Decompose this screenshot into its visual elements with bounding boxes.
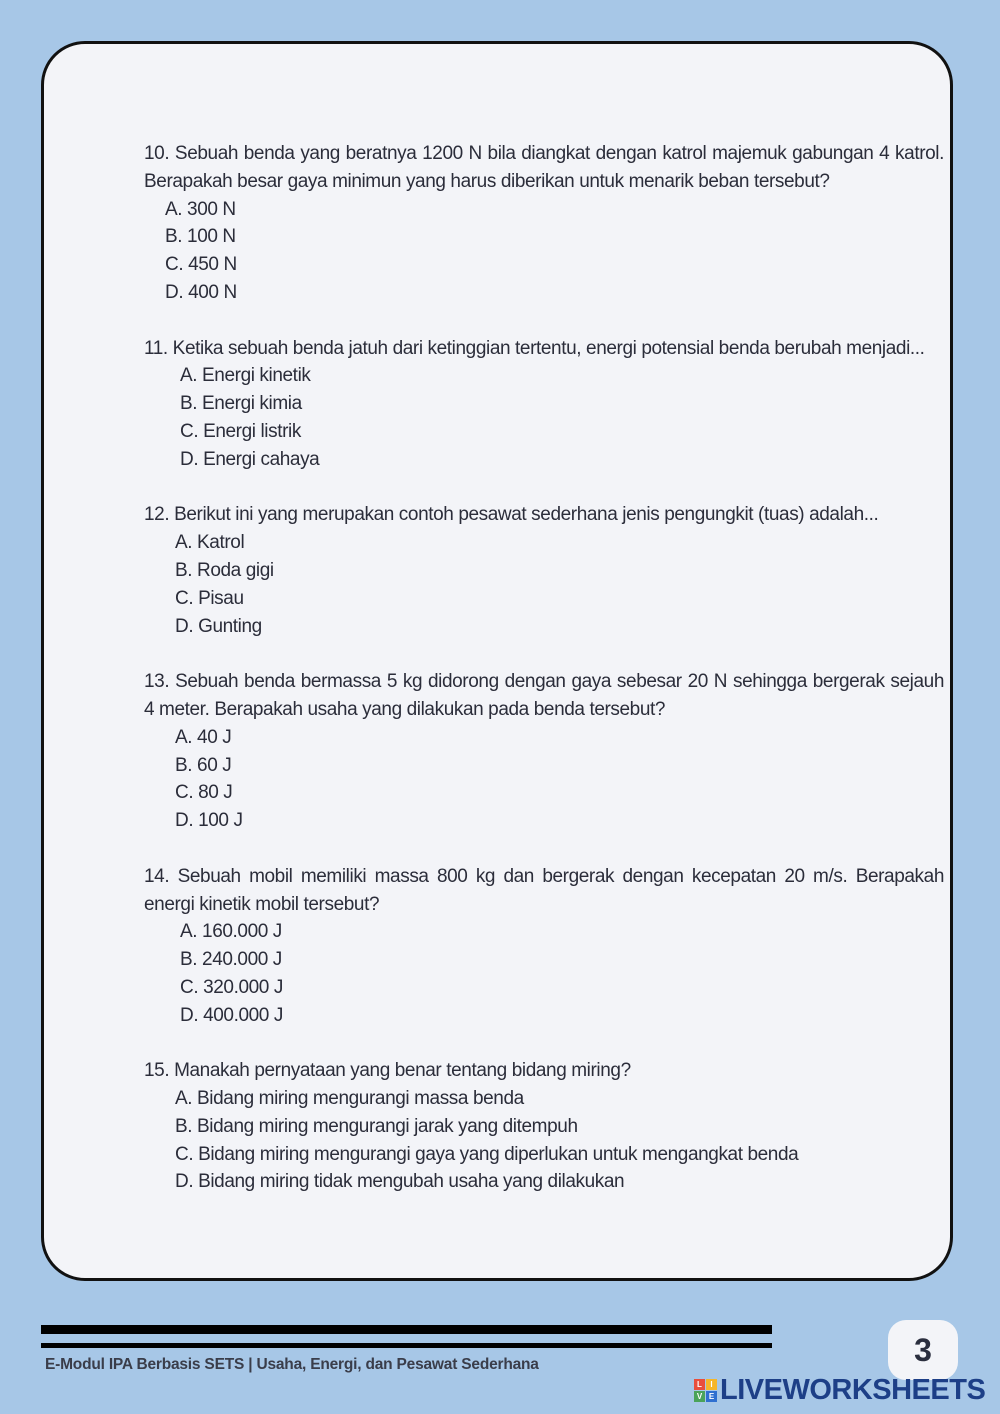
question-14 [144, 863, 944, 1030]
page-number: 3 [888, 1320, 958, 1380]
answer-option-a[interactable]: A. 300 N [165, 198, 236, 220]
answer-options [144, 918, 944, 1029]
answer-option-d[interactable]: D. Bidang miring tidak mengubah usaha yang dilakukan [175, 1171, 625, 1193]
question-12 [144, 501, 944, 640]
answer-option-c[interactable]: C. 320.000 J [180, 976, 283, 998]
answer-option-d[interactable]: D. 400 N [165, 281, 237, 303]
content-card [41, 41, 953, 1281]
question-11 [144, 335, 944, 474]
answer-option-b[interactable]: B. 240.000 J [180, 949, 282, 971]
question-text: 14. Sebuah mobil memiliki massa 800 kg dan bergerak dengan kecepatan 20 m/s. Berapakah energi kinetik mobil tersebut? [144, 865, 944, 915]
question-13 [144, 668, 944, 835]
answer-option-c[interactable]: C. Energi listrik [180, 420, 301, 442]
answer-option-a[interactable]: A. 160.000 J [180, 921, 282, 943]
answer-options [144, 362, 944, 473]
answer-option-c[interactable]: C. 80 J [175, 782, 233, 804]
answer-option-a[interactable]: A. 40 J [175, 726, 232, 748]
answer-options [144, 529, 944, 640]
footer-divider-thin [41, 1343, 772, 1348]
question-text: 13. Sebuah benda bermassa 5 kg didorong dengan gaya sebesar 20 N sehingga bergerak sejauh 4 meter. Berapakah usaha yang dilakukan pada benda tersebut? [144, 671, 944, 720]
answer-option-d[interactable]: D. Energi cahaya [180, 448, 320, 470]
question-text: 12. Berikut ini yang merupakan contoh pesawat sederhana jenis pengungkit (tuas) adalah... [144, 504, 879, 526]
answer-options [144, 724, 944, 835]
answer-option-c[interactable]: C. Bidang miring mengurangi gaya yang diperlukan untuk mengangkat benda [175, 1143, 799, 1165]
answer-options [144, 196, 944, 307]
liveworksheets-logo [694, 1374, 985, 1407]
answer-option-b[interactable]: B. Bidang miring mengurangi jarak yang ditempuh [175, 1115, 578, 1137]
answer-option-d[interactable]: D. Gunting [175, 615, 262, 637]
answer-options [144, 1085, 944, 1196]
answer-option-b[interactable]: B. 60 J [175, 754, 232, 776]
liveworksheets-brand: LIVEWORKSHEETS [720, 1374, 986, 1406]
question-list [144, 140, 944, 1224]
answer-option-c[interactable]: C. 450 N [165, 254, 237, 276]
answer-option-b[interactable]: B. Roda gigi [175, 559, 274, 581]
question-10 [144, 140, 944, 307]
module-title: E-Modul IPA Berbasis SETS | Usaha, Energi, dan Pesawat Sederhana [45, 1356, 539, 1373]
liveworksheets-icon: L I V E [694, 1379, 717, 1402]
question-text: 15. Manakah pernyataan yang benar tentang bidang miring? [144, 1060, 631, 1082]
answer-option-d[interactable]: D. 100 J [175, 810, 243, 832]
answer-option-a[interactable]: A. Energi kinetik [180, 365, 311, 387]
answer-option-c[interactable]: C. Pisau [175, 587, 244, 609]
footer-divider-thick [41, 1325, 772, 1334]
question-text: 11. Ketika sebuah benda jatuh dari ketinggian tertentu, energi potensial benda berubah menjadi... [144, 337, 925, 359]
answer-option-b[interactable]: B. Energi kimia [180, 393, 302, 415]
question-text: 10. Sebuah benda yang beratnya 1200 N bila diangkat dengan katrol majemuk gabungan 4 katrol. Berapakah besar gaya minimun yang harus diberikan untuk menarik beban tersebut? [144, 143, 944, 192]
answer-option-a[interactable]: A. Katrol [175, 532, 245, 554]
question-15 [144, 1057, 944, 1196]
answer-option-a[interactable]: A. Bidang miring mengurangi massa benda [175, 1088, 524, 1110]
answer-option-b[interactable]: B. 100 N [165, 226, 236, 248]
answer-option-d[interactable]: D. 400.000 J [180, 1004, 283, 1026]
